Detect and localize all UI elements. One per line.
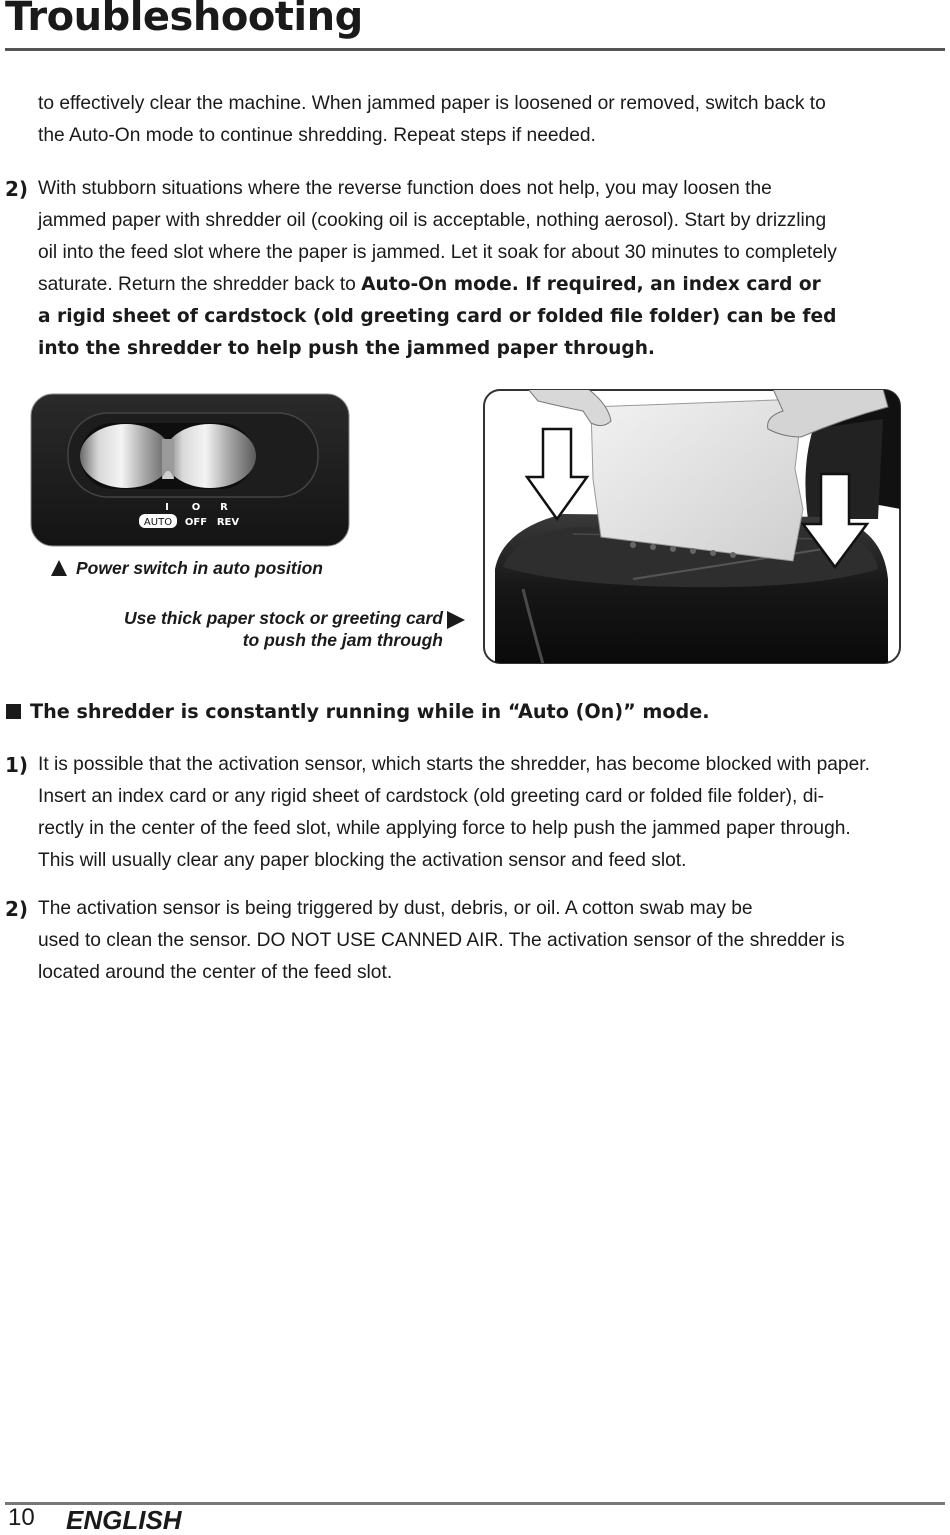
text-line: jammed paper with shredder oil (cooking oil is acceptable, nothing aerosol). Start by drizzling — [38, 210, 827, 231]
switch-label-auto: AUTO — [143, 517, 173, 528]
caption-line: Use thick paper stock or greeting card — [124, 608, 443, 628]
text-line: rectly in the center of the feed slot, while applying force to help push the jammed paper through. — [38, 818, 851, 839]
text-line: It is possible that the activation sensor, which starts the shredder, has become blocked with paper. — [38, 754, 870, 775]
bold-line: a rigid sheet of cardstock (old greeting card or folded file folder) can be fed — [38, 306, 837, 327]
switch-label-o: O — [191, 502, 201, 513]
switch-label-i: I — [165, 502, 169, 513]
bold-run: Auto-On mode. If required, an index card or — [361, 274, 821, 295]
plain-run: saturate. Return the shredder back to — [38, 274, 362, 295]
power-switch-illustration — [30, 393, 350, 547]
text-line: Insert an index card or any rigid sheet of cardstock (old greeting card or folded file folder), di- — [38, 786, 825, 807]
power-switch-caption: Power switch in auto position — [76, 558, 323, 578]
intro-paragraph — [38, 88, 826, 152]
page-number: 10 — [8, 1504, 35, 1531]
title-divider — [5, 48, 945, 51]
bold-line: into the shredder to help push the jammed paper through. — [38, 338, 655, 359]
step-number: 2) — [5, 177, 29, 201]
text-line: This will usually clear any paper blocking the activation sensor and feed slot. — [38, 850, 687, 871]
text-line: located around the center of the feed slot. — [38, 962, 393, 983]
text-line: used to clean the sensor. DO NOT USE CANNED AIR. The activation sensor of the shredder is — [38, 930, 845, 951]
section2-step-1-paragraph — [38, 749, 870, 877]
greeting-card-caption — [100, 607, 443, 651]
step-2-paragraph — [38, 173, 837, 365]
text-line: the Auto-On mode to continue shredding. Repeat steps if needed. — [38, 125, 596, 146]
text-line: oil into the feed slot where the paper is jammed. Let it soak for about 30 minutes to completely — [38, 242, 837, 263]
step-number: 1) — [5, 753, 29, 777]
step-number: 2) — [5, 897, 29, 921]
switch-label-rev: REV — [216, 517, 240, 528]
square-bullet-icon — [6, 704, 21, 719]
triangle-right-icon — [446, 610, 466, 630]
text-line: The activation sensor is being triggered by dust, debris, or oil. A cotton swab may be — [38, 898, 753, 919]
shredder-illustration — [483, 389, 901, 664]
section2-step-2-paragraph — [38, 893, 845, 989]
language-label: ENGLISH — [66, 1505, 182, 1535]
switch-label-off: OFF — [184, 517, 208, 528]
text-line: With stubborn situations where the reverse function does not help, you may loosen the — [38, 178, 772, 199]
switch-label-r: R — [220, 502, 228, 513]
page-title: Troubleshooting — [5, 0, 363, 40]
caption-line: to push the jam through — [242, 630, 443, 650]
triangle-up-icon — [50, 559, 68, 577]
section-heading: The shredder is constantly running while in “Auto (On)” mode. — [30, 700, 710, 723]
text-line: to effectively clear the machine. When jammed paper is loosened or removed, switch back to — [38, 93, 826, 114]
text-line — [38, 269, 837, 301]
